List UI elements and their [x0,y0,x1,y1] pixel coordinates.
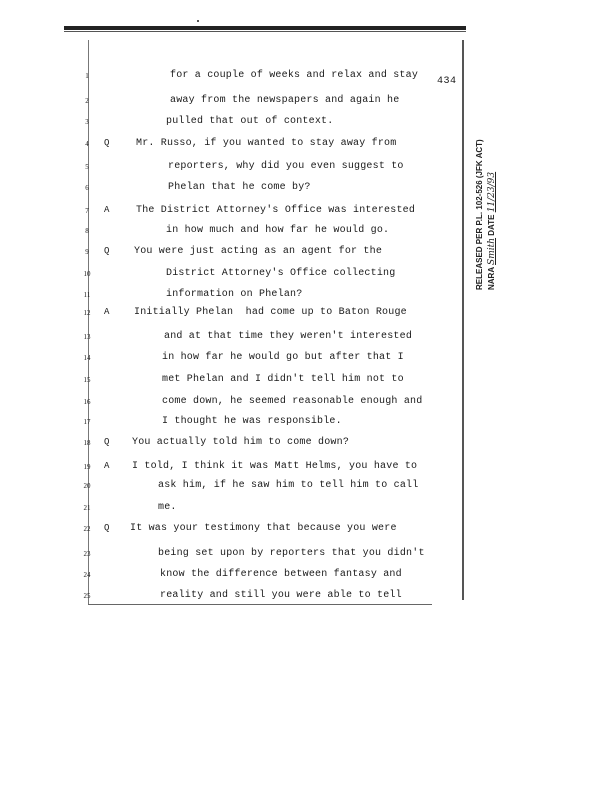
speaker-label: A [104,307,110,317]
transcript-line: me. [158,502,177,513]
transcript-line: in how far he would go but after that I [162,352,404,363]
transcript-line: reporters, why did you even suggest to [168,161,404,172]
speaker-label: Q [104,246,110,256]
speaker-label: Q [104,523,110,533]
transcript-line: It was your testimony that because you were [130,523,397,534]
transcript-line: ask him, if he saw him to tell him to call [158,480,419,491]
release-stamp [474,100,502,290]
transcript-line: information on Phelan? [166,289,303,300]
nara-label: NARA [487,267,496,290]
speaker-label: A [104,205,110,215]
line-number: 7 [85,207,89,215]
transcript-line: You were just acting as an agent for the [134,246,383,257]
release-date: 11/23/93 [487,171,497,213]
line-number: 9 [85,248,89,256]
line-number: 12 [83,309,91,317]
transcript-line: I told, I think it was Matt Helms, you have to [132,461,418,472]
transcript-line: pulled that out of context. [166,116,334,127]
line-number: 18 [83,439,91,447]
line-number: 8 [85,227,89,235]
line-number: 22 [83,525,91,533]
scan-speck [197,20,199,22]
transcript-line: Phelan that he come by? [168,182,311,193]
page-number: 434 [437,76,457,87]
speaker-label: Q [104,437,110,447]
line-number: 4 [85,140,89,148]
transcript-line: in how much and how far he would go. [166,225,390,236]
transcript-line: away from the newspapers and again he [170,95,400,106]
transcript-line: I thought he was responsible. [162,416,342,427]
release-stamp-line: RELEASED PER P.L. 102-526 (JFK ACT) [475,139,484,290]
top-border-thin-rule [64,31,466,32]
line-number: 24 [83,571,91,579]
line-number: 23 [83,550,91,558]
right-margin-rule [462,40,464,600]
line-number: 16 [83,398,91,406]
line-number: 6 [85,184,89,192]
transcript-line: met Phelan and I didn't tell him not to [162,374,404,385]
line-number: 3 [85,118,89,126]
line-number: 21 [83,504,91,512]
bottom-border-rule [88,604,432,605]
line-number: 5 [85,163,89,171]
speaker-label: A [104,461,110,471]
line-number: 13 [83,333,91,341]
top-border-rule [64,26,466,30]
transcript-line: District Attorney's Office collecting [166,268,396,279]
line-number: 19 [83,463,91,471]
transcript-line: come down, he seemed reasonable enough and [162,396,423,407]
line-number: 1 [85,72,89,80]
nara-initials: Smith [487,237,497,265]
transcript-line: for a couple of weeks and relax and stay [170,70,419,81]
line-number: 11 [83,291,91,299]
line-number: 20 [83,482,91,490]
line-number: 15 [83,376,91,384]
transcript-line: reality and still you were able to tell [160,590,402,601]
transcript-line: know the difference between fantasy and [160,569,402,580]
transcript-line: The District Attorney's Office was interested [136,205,416,216]
line-number: 2 [85,97,89,105]
transcript-line: Mr. Russo, if you wanted to stay away from [136,138,397,149]
transcript-line: and at that time they weren't interested [164,331,413,342]
transcript-line: Initially Phelan had come up to Baton Rouge [134,307,407,318]
date-label: DATE [487,214,496,236]
line-number: 10 [83,270,91,278]
transcript-line: being set upon by reporters that you didn't [158,548,425,559]
line-number: 25 [83,592,91,600]
line-number: 14 [83,354,91,362]
speaker-label: Q [104,138,110,148]
transcript-line: You actually told him to come down? [132,437,350,448]
line-number: 17 [83,418,91,426]
